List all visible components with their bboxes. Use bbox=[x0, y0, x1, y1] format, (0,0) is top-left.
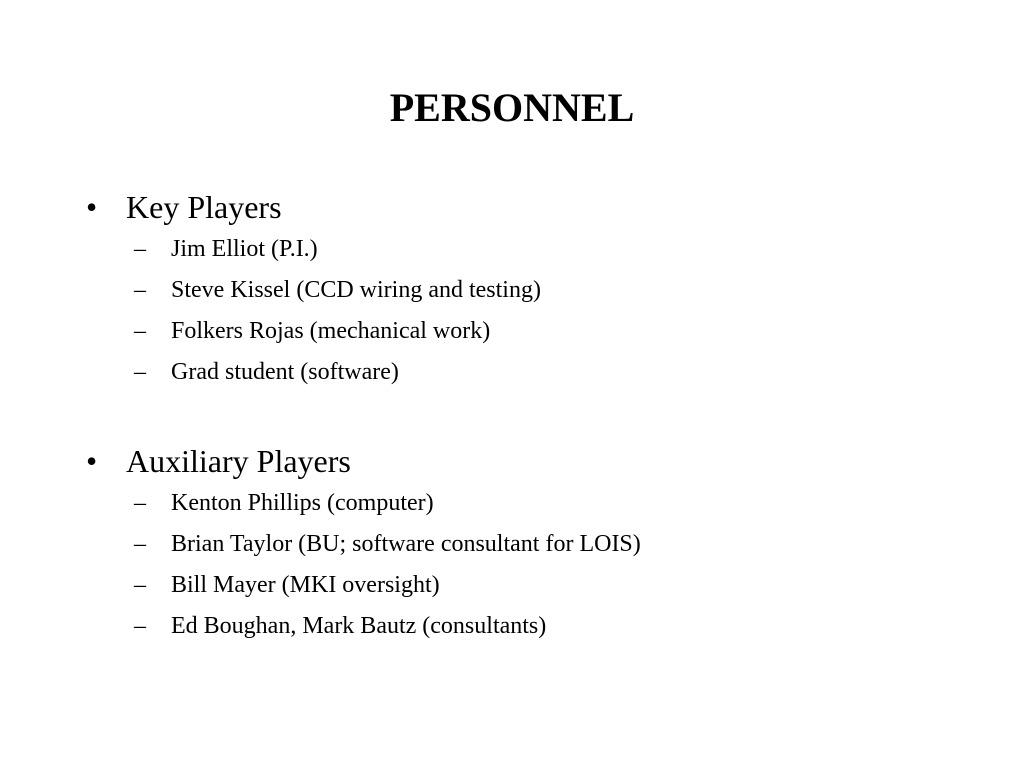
list-item-text: Ed Boughan, Mark Bautz (consultants) bbox=[171, 613, 547, 639]
list-item bbox=[134, 524, 966, 565]
list-item-text: Folkers Rojas (mechanical work) bbox=[171, 318, 491, 344]
bullet-icon: • bbox=[86, 443, 98, 479]
section-heading: Auxiliary Players bbox=[126, 443, 351, 479]
list-item bbox=[134, 606, 966, 647]
dash-icon: – bbox=[134, 277, 146, 303]
list-item-text: Brian Taylor (BU; software consultant for LOIS) bbox=[171, 531, 641, 557]
list-item-text: Grad student (software) bbox=[171, 359, 399, 385]
dash-icon: – bbox=[134, 572, 146, 598]
list-item bbox=[134, 311, 966, 352]
list-item bbox=[134, 565, 966, 606]
list-item bbox=[134, 483, 966, 524]
dash-icon: – bbox=[134, 490, 146, 516]
list-item-text: Steve Kissel (CCD wiring and testing) bbox=[171, 277, 541, 303]
sub-bullet-list bbox=[86, 483, 966, 647]
list-item-text: Kenton Phillips (computer) bbox=[171, 490, 434, 516]
dash-icon: – bbox=[134, 531, 146, 557]
bullet-item bbox=[86, 441, 966, 481]
section-key-players bbox=[86, 187, 966, 393]
dash-icon: – bbox=[134, 359, 146, 385]
list-item-text: Jim Elliot (P.I.) bbox=[171, 236, 318, 262]
section-auxiliary-players bbox=[86, 441, 966, 647]
list-item bbox=[134, 270, 966, 311]
dash-icon: – bbox=[134, 613, 146, 639]
list-item-text: Bill Mayer (MKI oversight) bbox=[171, 572, 440, 598]
dash-icon: – bbox=[134, 236, 146, 262]
list-item bbox=[134, 352, 966, 393]
dash-icon: – bbox=[134, 318, 146, 344]
section-heading: Key Players bbox=[126, 189, 282, 225]
sub-bullet-list bbox=[86, 229, 966, 393]
bullet-item bbox=[86, 187, 966, 227]
bullet-icon: • bbox=[86, 189, 98, 225]
slide-title: PERSONNEL bbox=[389, 85, 635, 130]
list-item bbox=[134, 229, 966, 270]
